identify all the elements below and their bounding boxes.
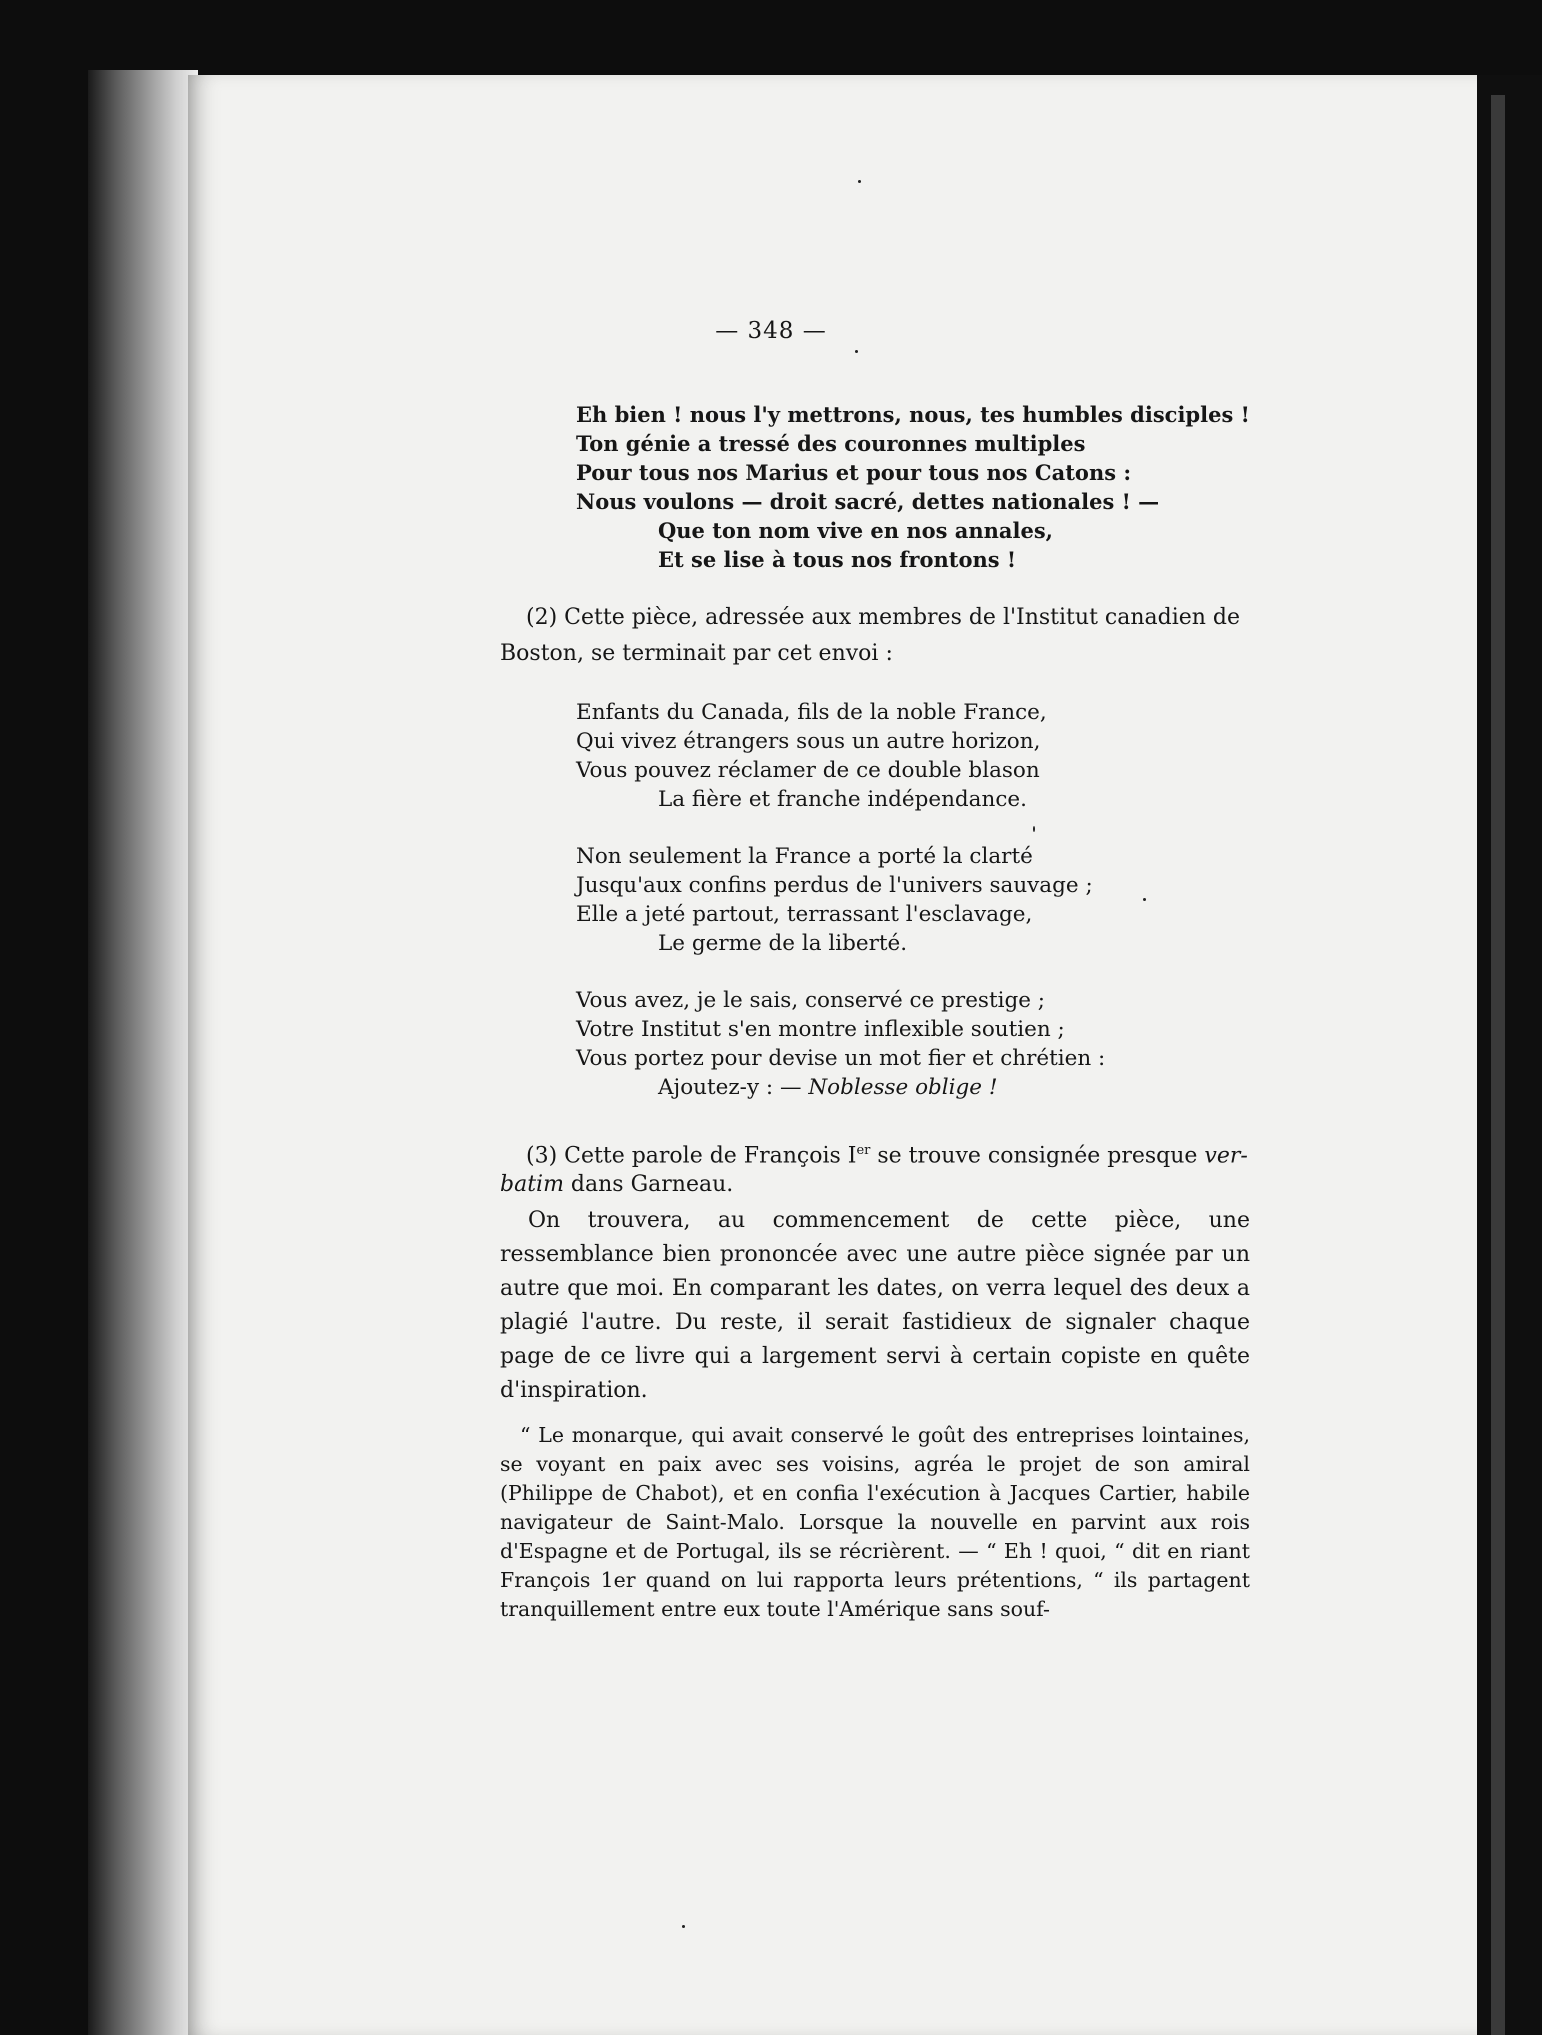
- poem-line: Enfants du Canada, fils de la noble France,: [576, 700, 1047, 725]
- poem-line: Vous avez, je le sais, conservé ce prestige ;: [576, 988, 1046, 1013]
- poem-motto: Noblesse oblige !: [808, 1075, 998, 1100]
- poem-line: Vous portez pour devise un mot fier et chrétien :: [576, 1046, 1106, 1071]
- page-number: — 348 —: [715, 318, 827, 344]
- scan-speck: [1143, 898, 1146, 901]
- poem-line: Non seulement la France a porté la clarté: [576, 844, 1033, 869]
- poem-last-line: [576, 1073, 1105, 1102]
- poem-line: Pour tous nos Marius et pour tous nos Catons :: [576, 460, 1132, 485]
- poem-line: Vous pouvez réclamer de ce double blason: [576, 758, 1040, 783]
- right-page-edge: [1477, 75, 1542, 2035]
- poem-envoi: [576, 698, 1105, 1102]
- note-3-text: (3) Cette parole de François I: [526, 1143, 857, 1169]
- poem-line: Jusqu'aux confins perdus de l'univers sauvage ;: [576, 873, 1093, 898]
- poem-stanza-3: [576, 986, 1105, 1102]
- poem-line: Nous voulons — droit sacré, dettes nationales ! —: [576, 489, 1160, 514]
- note-2-intro-continued: Boston, se terminait par cet envoi :: [500, 641, 893, 666]
- poem-line: La fière et franche indépendance.: [658, 787, 1027, 812]
- note-3-italic: ver-: [1204, 1143, 1248, 1169]
- poem-line: Et se lise à tous nos frontons !: [658, 547, 1017, 572]
- poem-last-prefix: Ajoutez-y : —: [658, 1075, 809, 1100]
- garneau-quotation: “ Le monarque, qui avait conservé le goût des entreprises lointaines, se voyant en paix avec ses voisins, agréa le projet de son amiral (Philippe de Chabot), et en confia l'exécution à Jacques Cartier, habile navigateur de Saint-Malo. Lorsque la nouvelle en parvint aux rois d'Espagne et de Portugal, ils se récrièrent. — “ Eh ! quoi, “ dit en riant François 1er quand on lui rapporta leurs prétentions, “ ils partagent tranquillement entre eux toute l'Amérique sans souf-: [500, 1423, 1250, 1621]
- poem-line: Elle a jeté partout, terrassant l'esclavage,: [576, 902, 1033, 927]
- right-page-edge-stripe: [1491, 95, 1505, 2035]
- note-3-text: se trouve consignée presque: [870, 1143, 1205, 1169]
- ordinal-superscript: er: [856, 1143, 871, 1158]
- poem-line: Votre Institut s'en montre inflexible soutien ;: [576, 1017, 1065, 1042]
- note-2-intro: (2) Cette pièce, adressée aux membres de l'Institut canadien de: [526, 605, 1241, 630]
- paragraph-text: On trouvera, au commencement de cette pièce, une ressemblance bien prononcée avec une autre pièce signée par un autre que moi. En comparant les dates, on verra lequel des deux a plagié l'autre. Du reste, il serait fastidieux de signaler chaque page de ce livre qui a largement servi à certain copiste en quête d'inspiration.: [500, 1208, 1250, 1403]
- poem-stanza-2: [576, 842, 1105, 958]
- scan-speck: [855, 350, 858, 353]
- note-3-text: dans Garneau.: [563, 1172, 734, 1197]
- scan-speck: [682, 1925, 685, 1928]
- note-3-first-line: [526, 1136, 1248, 1170]
- note-3-second-line: [500, 1170, 733, 1199]
- poem-continuation: [576, 400, 1250, 574]
- poem-line: Qui vivez étrangers sous un autre horizon,: [576, 729, 1041, 754]
- poem-stanza-1: [576, 698, 1105, 814]
- note-3-paragraph: [500, 1204, 1250, 1408]
- note-3-italic: batim: [500, 1172, 564, 1197]
- poem-line: Que ton nom vive en nos annales,: [658, 518, 1053, 543]
- poem-line: Le germe de la liberté.: [658, 931, 908, 956]
- scan-speck: [858, 180, 861, 183]
- binding-shadow: [88, 70, 198, 2035]
- poem-line: Eh bien ! nous l'y mettrons, nous, tes humbles disciples !: [576, 402, 1250, 427]
- poem-line: Ton génie a tressé des couronnes multiples: [576, 431, 1086, 456]
